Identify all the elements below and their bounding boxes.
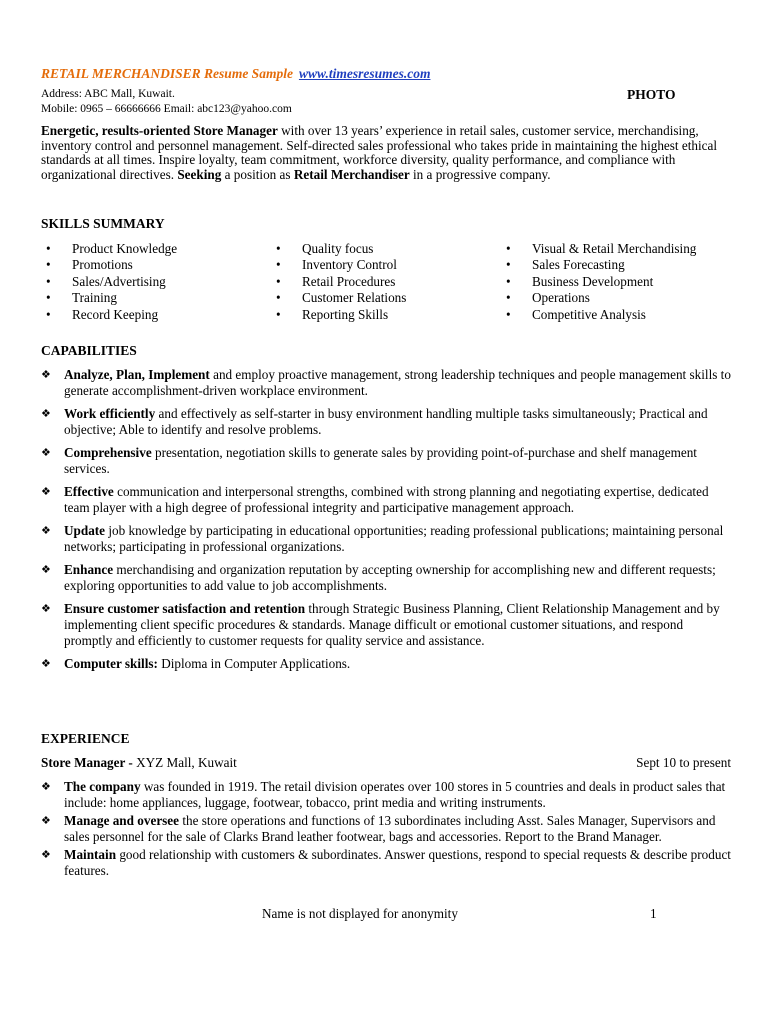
list-item [41, 367, 733, 399]
diamond-bullet-icon: ❖ [41, 408, 51, 420]
item-lead: Manage and oversee [64, 813, 180, 828]
list-item [41, 406, 733, 438]
item-text: the store operations and functions of 13 subordinates including Asst. Sales Manager, Supervisors and sales personnel for the sale of Clarks Brand leather footwear, bags and accessories. Report to the Brand Manager. [64, 813, 716, 845]
skill-label: Sales Forecasting [532, 257, 625, 273]
bullet-icon: • [506, 273, 511, 289]
skill-label: Record Keeping [72, 306, 159, 322]
list-item [41, 813, 733, 845]
summary-bold-role: Energetic, results-oriented Store Manager [41, 123, 278, 138]
list-item [41, 445, 733, 477]
item-lead: Update [64, 523, 106, 538]
summary-bold-seeking: Seeking [177, 166, 222, 182]
item-lead: Enhance [64, 562, 114, 577]
skill-label: Reporting Skills [302, 306, 389, 322]
skill-label: Promotions [72, 257, 133, 273]
page-number: 1 [650, 906, 657, 921]
skill-label: Competitive Analysis [532, 306, 646, 322]
job-place: XYZ Mall, Kuwait [136, 755, 237, 770]
summary-text-3: in a progressive company. [409, 166, 551, 182]
photo-placeholder: PHOTO [627, 87, 676, 102]
item-text: and effectively as self-starter in busy environment handling multiple tasks simultaneously; Practical and objective; Able to identify and resolve problems. [64, 406, 708, 438]
item-lead: Computer skills: [64, 656, 158, 672]
resume-title [41, 66, 430, 82]
item-lead: Ensure customer satisfaction and retention [64, 601, 306, 616]
summary-text-1: with over 13 years’ experience in retail sales, customer service, merchandising, inventory control and personnel management. Self-directed sales professional who takes pride in maintaining the highest ethical standards at all times. Inspire loyalty, team commitment, workforce diversity, quality performance, and compliance with organizational directives. [41, 123, 718, 182]
bullet-icon: • [506, 241, 511, 256]
diamond-bullet-icon: ❖ [41, 447, 51, 459]
job-dates: Sept 10 to present [636, 755, 731, 770]
skill-label: Quality focus [302, 241, 374, 256]
bullet-icon: • [276, 257, 281, 273]
diamond-bullet-icon: ❖ [41, 369, 51, 381]
item-text: Diploma in Computer Applications. [157, 656, 351, 672]
website-link[interactable]: www.timesresumes.com [298, 66, 431, 81]
skill-label: Operations [532, 290, 590, 306]
diamond-bullet-icon: ❖ [41, 849, 51, 861]
job-line [41, 755, 731, 771]
item-lead: The company [64, 779, 141, 794]
item-text: and employ proactive management, strong leadership techniques and people management skills to generate accomplishment-driven workplace environment. [64, 367, 731, 399]
bullet-icon: • [276, 241, 281, 256]
skill-label: Customer Relations [302, 290, 407, 306]
list-item [41, 779, 733, 811]
item-text: good relationship with customers & subordinates. Answer questions, respond to special requests & describe product features. [64, 847, 731, 879]
list-item [41, 847, 733, 879]
diamond-bullet-icon: ❖ [41, 486, 51, 498]
summary-bold-target: Retail Merchandiser [293, 166, 410, 182]
contact-line: Mobile: 0965 – 66666666 Email: abc123@yahoo.com [41, 103, 292, 115]
profile-summary [41, 124, 731, 182]
list-item [41, 656, 733, 672]
experience-list [41, 779, 733, 881]
bullet-icon: • [276, 273, 281, 289]
address-line: Address: ABC Mall, Kuwait. [41, 88, 175, 100]
skill-label: Product Knowledge [72, 241, 178, 256]
diamond-bullet-icon: ❖ [41, 603, 51, 615]
capabilities-heading: CAPABILITIES [41, 343, 137, 358]
bullet-icon: • [506, 257, 511, 273]
item-text: presentation, negotiation skills to generate sales by providing point-of-purchase and shelf management services. [64, 445, 697, 477]
bullet-icon: • [46, 273, 51, 289]
bullet-icon: • [506, 290, 511, 306]
diamond-bullet-icon: ❖ [41, 658, 51, 671]
list-item [41, 523, 733, 555]
footer-note: Name is not displayed for anonymity [262, 906, 458, 921]
bullet-icon: • [46, 306, 51, 322]
bullet-icon: • [506, 306, 511, 322]
skill-label: Inventory Control [302, 257, 397, 273]
bullet-icon: • [276, 306, 281, 322]
title-text: RETAIL MERCHANDISER Resume Sample [41, 66, 293, 81]
skill-label: Training [72, 290, 117, 306]
diamond-bullet-icon: ❖ [41, 815, 51, 827]
summary-text-2: a position as [221, 166, 294, 182]
bullet-icon: • [46, 257, 51, 273]
item-text: communication and interpersonal strengths, combined with strong planning and negotiating expertise, dedicated team player with a high degree of professional integrity and participative management approach. [64, 484, 709, 516]
diamond-bullet-icon: ❖ [41, 525, 51, 537]
skill-label: Visual & Retail Merchandising [532, 241, 697, 256]
job-title: Store Manager - [41, 755, 137, 770]
list-item [41, 484, 733, 516]
item-text: job knowledge by participating in educational opportunities; reading professional publications; maintaining personal networks; participating in professional organizations. [64, 523, 724, 555]
item-lead: Work efficiently [64, 406, 156, 421]
bullet-icon: • [46, 290, 51, 306]
experience-heading: EXPERIENCE [41, 731, 130, 746]
skill-label: Business Development [532, 273, 654, 289]
bullet-icon: • [46, 241, 51, 256]
item-text: was founded in 1919. The retail division operates over 100 stores in 5 countries and deals in product sales that include: home appliances, luggage, footwear, tobacco, print media and writing instruments. [64, 779, 726, 811]
item-lead: Analyze, Plan, Implement [64, 367, 210, 382]
skills-heading: SKILLS SUMMARY [41, 216, 165, 231]
item-lead: Effective [64, 484, 114, 499]
bullet-icon: • [276, 290, 281, 306]
list-item [41, 601, 733, 650]
item-lead: Comprehensive [64, 445, 152, 460]
item-lead: Maintain [64, 847, 117, 862]
item-text: merchandising and organization reputation by accepting ownership for accomplishing new and different requests; exploring opportunities to add value to job accomplishments. [64, 562, 716, 594]
list-item [41, 562, 733, 594]
diamond-bullet-icon: ❖ [41, 564, 51, 576]
skill-label: Retail Procedures [302, 273, 396, 289]
item-text: through Strategic Business Planning, Client Relationship Management and by implementing client specific procedures & standards. Manage difficult or emotional customer situations, and respond promptly and efficiently to customer requests for quality service and assistance. [64, 601, 720, 649]
capabilities-list [41, 367, 733, 679]
diamond-bullet-icon: ❖ [41, 781, 51, 793]
skill-label: Sales/Advertising [72, 273, 166, 289]
